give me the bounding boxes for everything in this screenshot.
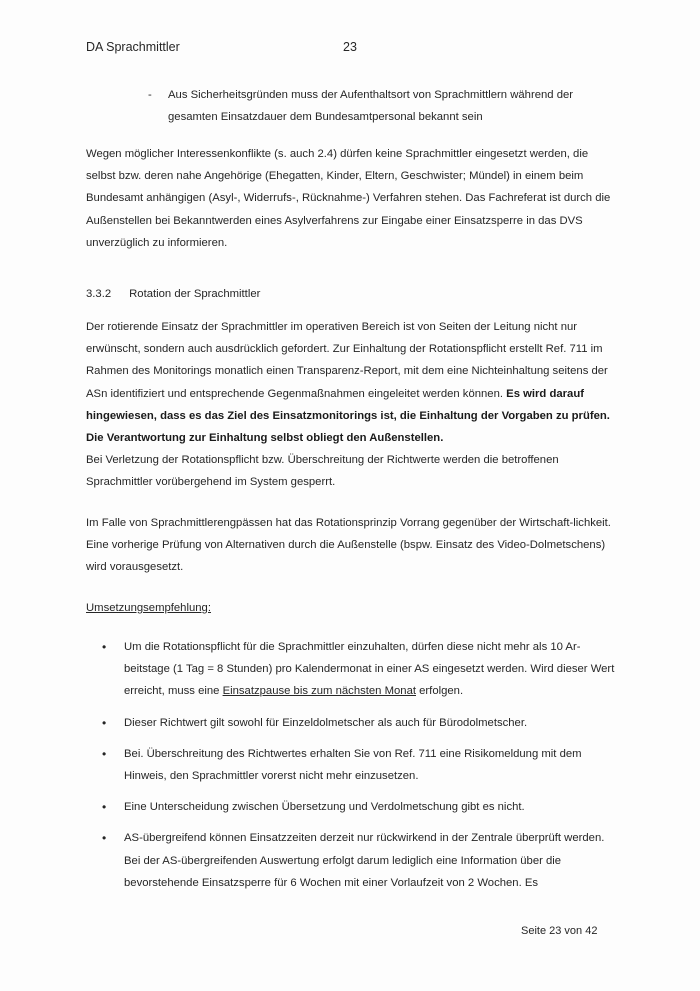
paragraph-rotation [86, 316, 616, 494]
dash-list-item [148, 84, 618, 128]
list-item [100, 796, 615, 818]
bullet-text-end: erfolgen. [416, 685, 464, 698]
bullet-marker: • [102, 715, 107, 730]
bullet-marker: • [102, 800, 107, 815]
bullet-marker: • [102, 640, 107, 654]
bullet-underlined-text: Einsatzpause bis zum nächsten Monat [222, 685, 416, 698]
page-footer: Seite 23 von 42 [521, 925, 598, 937]
section-heading [86, 288, 260, 300]
bullet-text: Eine Unterscheidung zwischen Übersetzung und Verdolmetschung gibt es nicht. [124, 801, 525, 814]
bullet-text: Um die Rotationspflicht für die Sprachmittler einzuhalten, dürfen diese nicht mehr als 10 Ar-beitstage (1 Tag = 8 Stunden) pro Kalendermonat in einer AS eingesetzt werden. Wird dieser Wert erreicht, muss eine [124, 641, 615, 698]
dash-marker: - [148, 89, 152, 101]
rotation-text: Der rotierende Einsatz der Sprachmittler im operativen Bereich ist von Seiten der Leitung nicht nur erwünscht, sondern auch ausdrücklich gefordert. Zur Einhaltung der Rotationspflicht erstellt Ref. 711 im Rahmen des Monitorings monatlich einen Transparenz-Report, mit dem eine Nichteinhaltung seitens der ASn identifiziert und entsprechende Gegenmaßnahmen eingeleitet werden können. [86, 321, 608, 400]
bullet-text: Bei. Überschreitung des Richtwertes erhalten Sie von Ref. 711 eine Risikomeldung mit dem Hinweis, den Sprachmittler vorerst nicht mehr einzusetzen. [124, 747, 582, 783]
section-number: 3.3.2 [86, 288, 112, 300]
bullet-marker: • [102, 831, 107, 846]
rotation-after-text: Bei Verletzung der Rotationspflicht bzw. Überschreitung der Richtwerte werden die betroffenen Sprachmittler vorübergehend im System gesperrt. [86, 454, 559, 489]
recommendation-heading: Umsetzungsempfehlung: [86, 602, 211, 614]
recommendation-list [100, 636, 615, 903]
section-title: Rotation der Sprachmittler [129, 288, 261, 300]
bullet-text: Dieser Richtwert gilt sowohl für Einzeldolmetscher als auch für Bürodolmetscher. [124, 716, 528, 729]
list-item [100, 712, 615, 734]
header-page-number: 23 [343, 40, 357, 54]
bullet-text: AS-übergreifend können Einsatzzeiten derzeit nur rückwirkend in der Zentrale überprüft werden. Bei der AS-übergreifenden Auswertung erfolgt darum lediglich eine Information über die bevorstehende Einsatzsperre für 6 Wochen mit einer Vorlaufzeit von 2 Wochen. Es [124, 832, 605, 889]
header-title: DA Sprachmittler [86, 40, 180, 54]
bullet-marker: • [102, 746, 107, 761]
list-item [100, 743, 615, 787]
paragraph-conflicts: Wegen möglicher Interessenkonflikte (s. auch 2.4) dürfen keine Sprachmittler eingesetzt werden, die selbst bzw. deren nahe Angehörige (Ehegatten, Kinder, Eltern, Geschwister; Mündel) in einem beim Bundesamt anhängigen (Asyl-, Widerrufs-, Rücknahme-) Verfahren stehen. Das Fachreferat ist durch die Außenstellen bei Bekanntwerden eines Asylverfahrens zur Eingabe einer Einsatzsperre in das DVS unverzüglich zu informieren. [86, 148, 611, 249]
list-item [100, 827, 615, 894]
rotation-bold-text: Es wird darauf hingewiesen, dass es das Ziel des Einsatzmonitorings ist, die Einhaltung der Vorgaben zu prüfen. Die Verantwortung zur Einhaltung selbst obliegt den Außenstellen. [86, 387, 610, 445]
dash-item-text: Aus Sicherheitsgründen muss der Aufenthaltsort von Sprachmittlern während der gesamten Einsatzdauer dem Bundesamtpersonal bekannt sein [168, 89, 574, 123]
paragraph-shortage: Im Falle von Sprachmittlerengpässen hat das Rotationsprinzip Vorrang gegenüber der Wirtschaft-lichkeit. Eine vorherige Prüfung von Alternativen durch die Außenstelle (bspw. Einsatz des Video-Dolmetschens) wird vorausgesetzt. [86, 517, 611, 574]
list-item [100, 636, 615, 703]
